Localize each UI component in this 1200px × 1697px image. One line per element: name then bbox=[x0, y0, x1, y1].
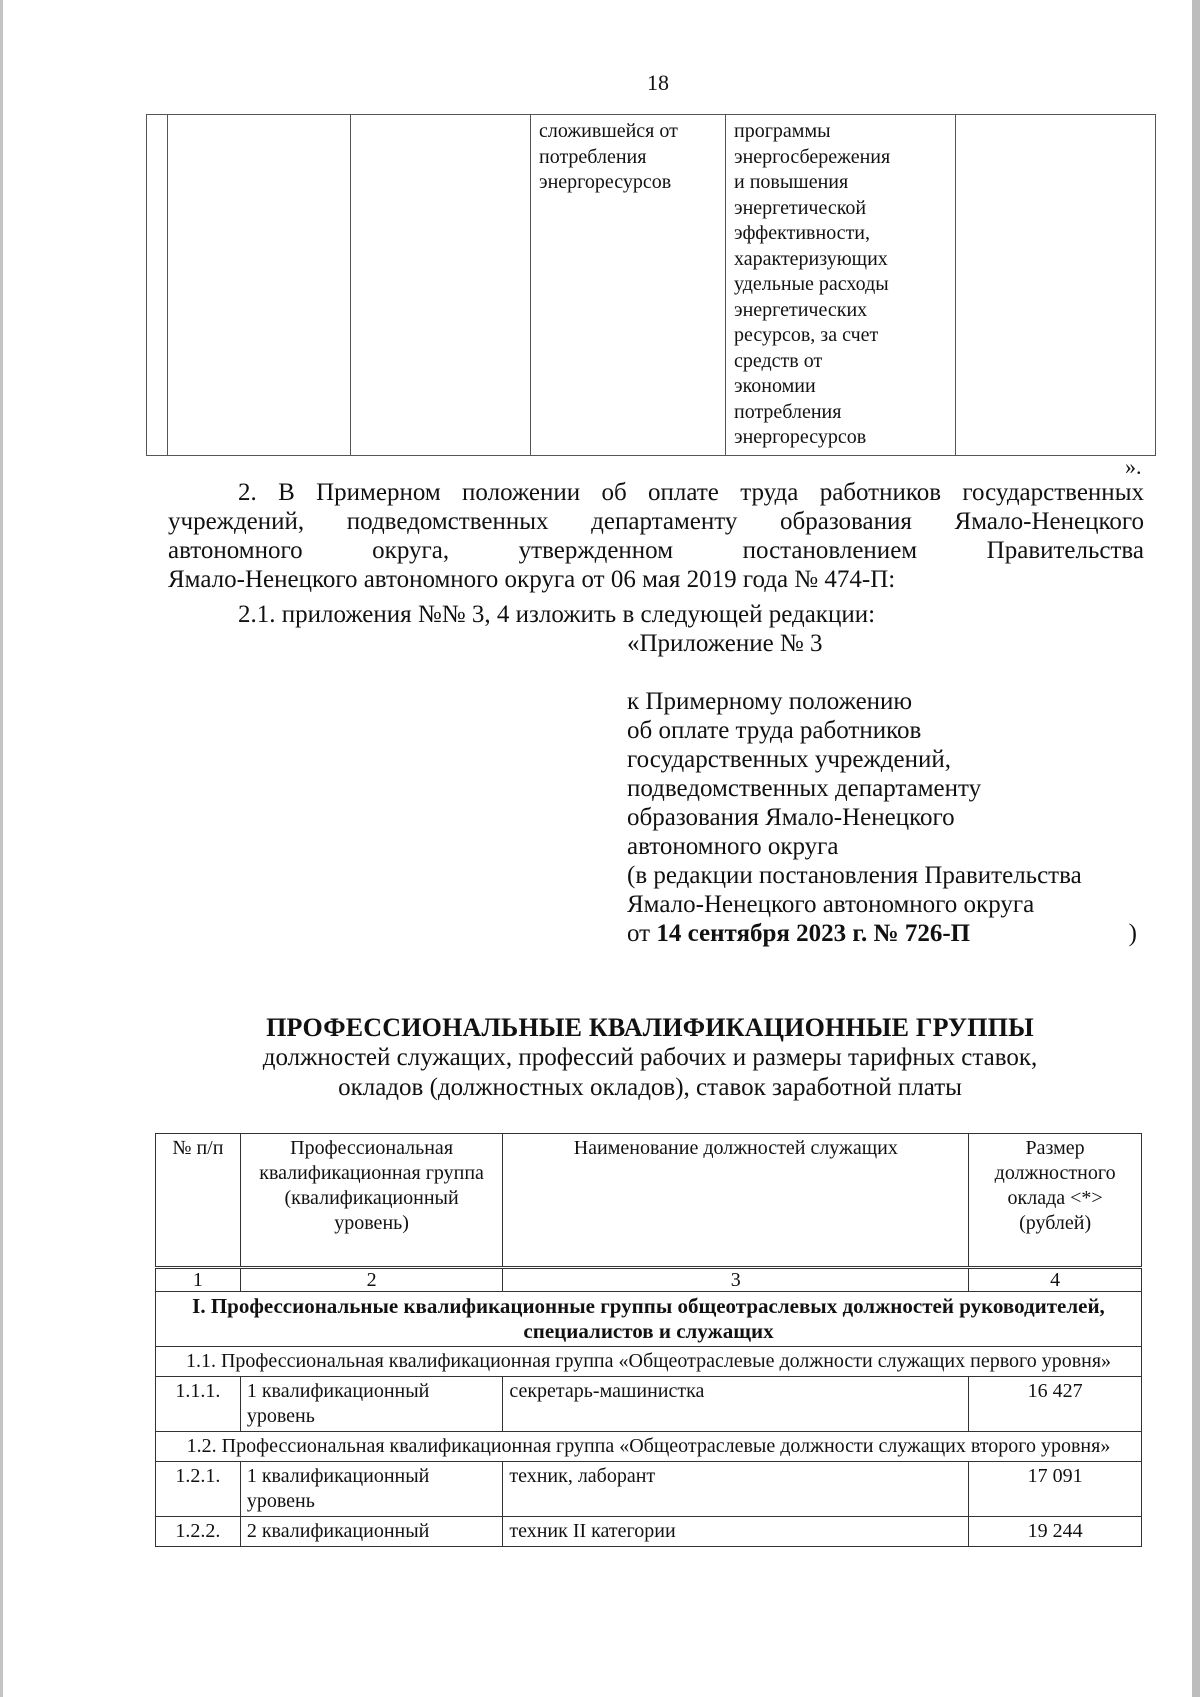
paragraph-2: 2. В Примерном положении об оплате труда работников государственных учреждений, подведомственных департаменту образования Ямало-Ненецкого автономного округа, утвержденном постановлением Правительства Ямало-Ненецкого автономного округа от 06 мая 2019 года № 474-П: bbox=[168, 479, 1144, 593]
table-cell-consumption: сложившейся от потребления энергоресурсов bbox=[531, 115, 726, 456]
appendix-title: «Приложение № 3 bbox=[627, 630, 823, 657]
table-cell-empty bbox=[956, 115, 1156, 456]
table-row: 1.2.2. 2 квалификационный техник II категории 19 244 bbox=[156, 1517, 1142, 1547]
section-row bbox=[156, 1292, 1142, 1347]
qualification-groups-table bbox=[155, 1133, 1142, 1547]
table-row: 1.2.1. 1 квалификационный уровень техник, лаборант 17 091 bbox=[156, 1462, 1142, 1517]
table-header-row bbox=[156, 1134, 1142, 1268]
page-edge-right bbox=[1192, 0, 1200, 1697]
document-title: ПРОФЕССИОНАЛЬНЫЕ КВАЛИФИКАЦИОННЫЕ ГРУППЫ должностей служащих, профессий рабочих и размеры тарифных ставок, окладов (должностных окладов), ставок заработной платы bbox=[150, 1013, 1150, 1103]
header-number: № п/п bbox=[156, 1134, 241, 1268]
page-edge-left bbox=[0, 0, 3, 1697]
continuation-table bbox=[146, 114, 1156, 456]
group-1-1-title: 1.1. Профессиональная квалификационная группа «Общеотраслевые должности служащих первого уровня» bbox=[156, 1347, 1142, 1377]
table-cell-program: программы энергосбережения и повышения энергетической эффективности, характеризующих удельные расходы энергетических ресурсов, за счет средств от экономии потребления энергоресурсов bbox=[726, 115, 956, 456]
group-row bbox=[156, 1432, 1142, 1462]
group-1-2-title: 1.2. Профессиональная квалификационная группа «Общеотраслевые должности служащих второго уровня» bbox=[156, 1432, 1142, 1462]
closing-quote: ». bbox=[1125, 454, 1142, 479]
header-salary: Размер должностного оклада <*> (рублей) bbox=[969, 1134, 1142, 1268]
document-heading: ПРОФЕССИОНАЛЬНЫЕ КВАЛИФИКАЦИОННЫЕ ГРУППЫ bbox=[266, 1013, 1034, 1042]
table-row: 1.1.1. 1 квалификационный уровень секретарь-машинистка 16 427 bbox=[156, 1377, 1142, 1432]
group-row bbox=[156, 1347, 1142, 1377]
edition-line: от 14 сентября 2023 г. № 726-П ) bbox=[627, 920, 1137, 947]
table-cell-empty bbox=[351, 115, 531, 456]
column-numbers-row: 1 2 3 4 bbox=[156, 1268, 1142, 1292]
header-positions: Наименование должностей служащих bbox=[503, 1134, 969, 1268]
section-1-title: I. Профессиональные квалификационные группы общеотраслевых должностей руководителей, специалистов и служащих bbox=[156, 1292, 1142, 1347]
table-row bbox=[147, 115, 1156, 456]
table-cell-empty bbox=[168, 115, 351, 456]
document-subtitle: должностей служащих, профессий рабочих и размеры тарифных ставок, bbox=[262, 1044, 1038, 1071]
table-cell-empty bbox=[147, 115, 168, 456]
appendix-reference: к Примерному положению об оплате труда работников государственных учреждений, подведомственных департаменту образования Ямало-Ненецкого автономного округа (в редакции постановления Правительства Ямало-Ненецкого автономного округа от 14 сентября 2023 г. № 726-П ) bbox=[627, 688, 1137, 947]
edition-date-number: 14 сентября 2023 г. № 726-П bbox=[656, 920, 971, 947]
paragraph-2-1: 2.1. приложения №№ 3, 4 изложить в следующей редакции: bbox=[238, 601, 876, 628]
page-number: 18 bbox=[647, 70, 669, 95]
header-qualification-group: Профессиональная квалификационная группа (квалификационный уровень) bbox=[240, 1134, 503, 1268]
